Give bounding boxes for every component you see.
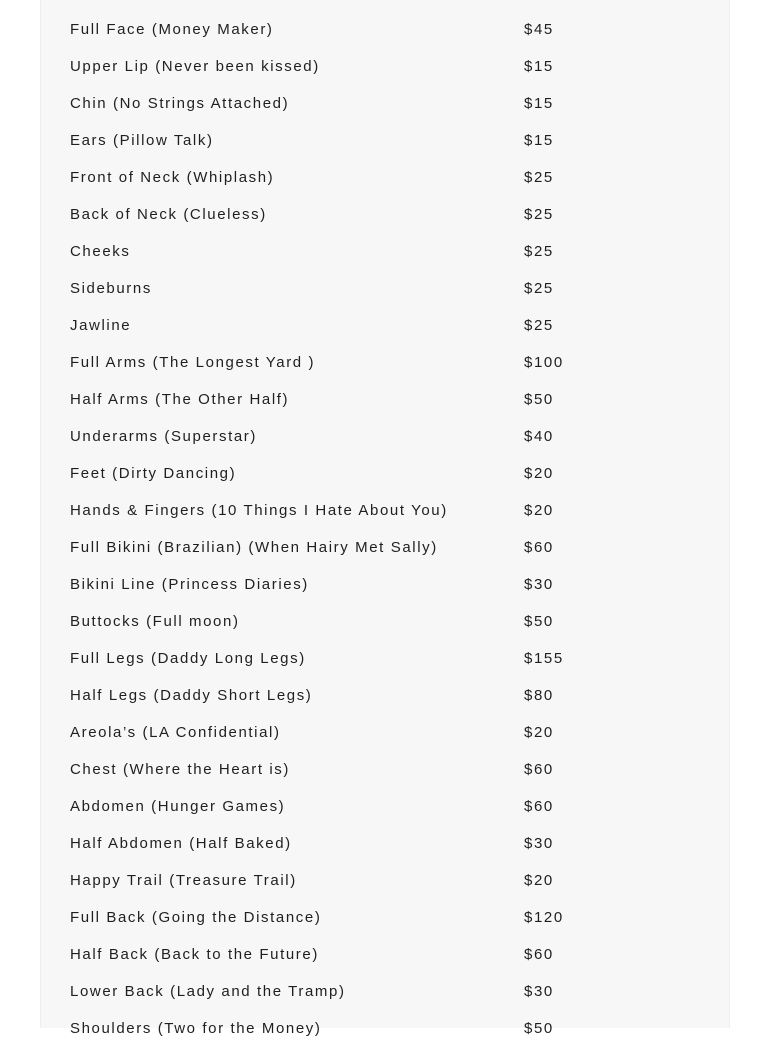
service-price: $25 xyxy=(524,317,554,334)
service-name: Hands & Fingers (10 Things I Hate About You) xyxy=(70,502,448,519)
price-row xyxy=(41,723,729,760)
service-price: $50 xyxy=(524,613,554,630)
service-name: Half Abdomen (Half Baked) xyxy=(70,835,292,852)
service-name: Happy Trail (Treasure Trail) xyxy=(70,872,297,889)
service-name: Back of Neck (Clueless) xyxy=(70,206,267,223)
price-row xyxy=(41,982,729,1019)
service-name: Full Arms (The Longest Yard ) xyxy=(70,354,316,371)
service-price: $100 xyxy=(524,354,564,371)
service-name: Half Legs (Daddy Short Legs) xyxy=(70,687,313,704)
price-row xyxy=(41,94,729,131)
service-name: Ears (Pillow Talk) xyxy=(70,132,214,149)
price-row xyxy=(41,464,729,501)
price-row xyxy=(41,612,729,649)
service-price: $40 xyxy=(524,428,554,445)
service-name: Underarms (Superstar) xyxy=(70,428,257,445)
service-price: $25 xyxy=(524,169,554,186)
price-row xyxy=(41,20,729,57)
service-price: $60 xyxy=(524,798,554,815)
service-name: Lower Back (Lady and the Tramp) xyxy=(70,983,346,1000)
service-price: $20 xyxy=(524,502,554,519)
price-row xyxy=(41,1019,729,1056)
service-name: Feet (Dirty Dancing) xyxy=(70,465,237,482)
service-price: $80 xyxy=(524,687,554,704)
service-price: $20 xyxy=(524,872,554,889)
price-list-panel xyxy=(40,0,730,1037)
price-row xyxy=(41,797,729,834)
service-price: $60 xyxy=(524,946,554,963)
price-row xyxy=(41,168,729,205)
price-row xyxy=(41,57,729,94)
price-row xyxy=(41,279,729,316)
service-name: Bikini Line (Princess Diaries) xyxy=(70,576,309,593)
service-name: Half Back (Back to the Future) xyxy=(70,946,319,963)
price-row xyxy=(41,353,729,390)
service-price: $15 xyxy=(524,132,554,149)
price-row xyxy=(41,390,729,427)
price-row xyxy=(41,649,729,686)
service-price: $30 xyxy=(524,576,554,593)
service-name: Front of Neck (Whiplash) xyxy=(70,169,275,186)
service-name: Full Face (Money Maker) xyxy=(70,21,274,38)
service-name: Buttocks (Full moon) xyxy=(70,613,240,630)
price-row xyxy=(41,242,729,279)
price-row xyxy=(41,945,729,982)
price-row xyxy=(41,427,729,464)
service-price: $50 xyxy=(524,1020,554,1037)
service-price: $50 xyxy=(524,391,554,408)
price-row xyxy=(41,205,729,242)
service-price: $20 xyxy=(524,465,554,482)
price-row xyxy=(41,575,729,612)
service-price: $20 xyxy=(524,724,554,741)
service-name: Full Back (Going the Distance) xyxy=(70,909,322,926)
service-name: Sideburns xyxy=(70,280,152,297)
service-name: Chest (Where the Heart is) xyxy=(70,761,290,778)
service-name: Chin (No Strings Attached) xyxy=(70,95,290,112)
service-name: Cheeks xyxy=(70,243,131,260)
service-name: Areola’s (LA Confidential) xyxy=(70,724,281,741)
price-row xyxy=(41,908,729,945)
service-price: $60 xyxy=(524,761,554,778)
price-row xyxy=(41,538,729,575)
service-price: $45 xyxy=(524,21,554,38)
price-row xyxy=(41,760,729,797)
service-price: $30 xyxy=(524,983,554,1000)
price-row xyxy=(41,834,729,871)
service-price: $25 xyxy=(524,206,554,223)
price-row xyxy=(41,131,729,168)
service-name: Abdomen (Hunger Games) xyxy=(70,798,286,815)
service-price: $25 xyxy=(524,243,554,260)
service-price: $60 xyxy=(524,539,554,556)
service-price: $120 xyxy=(524,909,564,926)
service-price: $15 xyxy=(524,95,554,112)
service-price: $155 xyxy=(524,650,564,667)
price-row xyxy=(41,501,729,538)
price-row xyxy=(41,316,729,353)
service-price: $15 xyxy=(524,58,554,75)
service-price: $25 xyxy=(524,280,554,297)
service-name: Jawline xyxy=(70,317,132,334)
price-row xyxy=(41,871,729,908)
service-name: Upper Lip (Never been kissed) xyxy=(70,58,320,75)
service-price: $30 xyxy=(524,835,554,852)
price-row xyxy=(41,686,729,723)
service-name: Full Legs (Daddy Long Legs) xyxy=(70,650,306,667)
service-name: Half Arms (The Other Half) xyxy=(70,391,290,408)
service-name: Shoulders (Two for the Money) xyxy=(70,1020,322,1037)
service-name: Full Bikini (Brazilian) (When Hairy Met Sally) xyxy=(70,539,438,556)
